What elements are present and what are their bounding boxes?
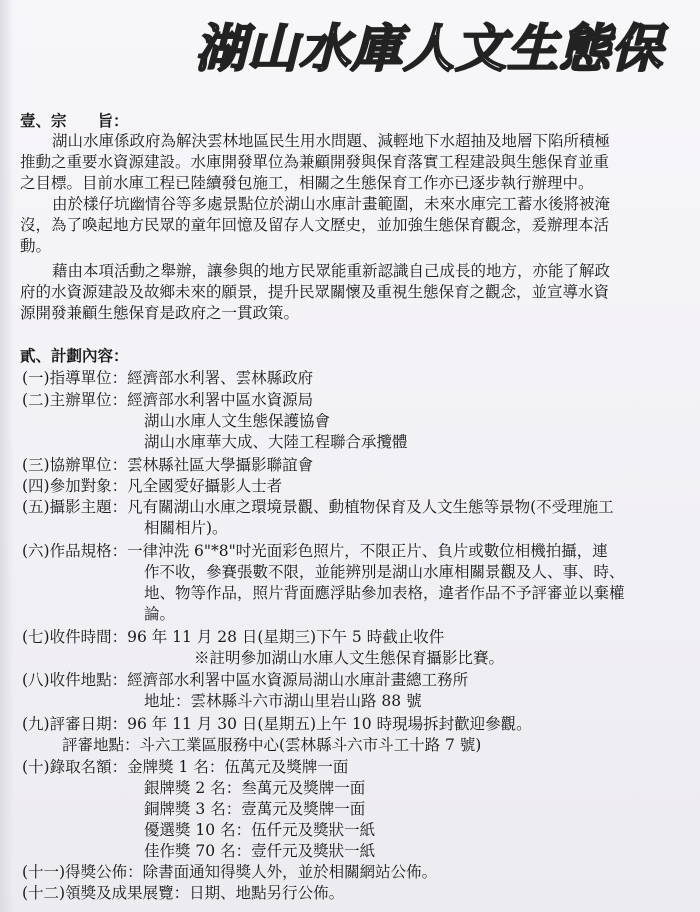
list-item — [22, 627, 690, 648]
item-value: 地、物等作品，照片背面應浮貼參加表格，違者作品不予評審並以棄權 — [144, 584, 625, 602]
item-value: 一律沖洗 6"*8"吋光面彩色照片，不限正片、負片或數位相機拍攝，連 — [127, 542, 608, 560]
item-value: ※註明參加湖山水庫人文生態保育攝影比賽。 — [194, 649, 505, 667]
item-label: (四)參加對象： — [22, 477, 128, 495]
item-value: 日期、地點另行公佈。 — [189, 884, 345, 902]
item-label: (十)錄取名額： — [22, 758, 128, 776]
list-item — [22, 455, 690, 476]
item-label: (八)收件地點： — [22, 671, 128, 689]
item-value: 銀牌獎 2 名：叁萬元及獎牌一面 — [144, 779, 366, 797]
item-value: 經濟部水利署、雲林縣政府 — [127, 369, 314, 387]
list-item — [22, 541, 690, 562]
item-value: 除書面通知得獎人外，並於相關網站公佈。 — [142, 863, 438, 881]
list-item — [22, 368, 690, 389]
item-value: 優選獎 10 名：伍仟元及獎狀一紙 — [144, 821, 376, 839]
item-label: (十二)領獎及成果展覽： — [22, 884, 190, 902]
item-value: 論。 — [144, 605, 176, 623]
section-1 — [14, 110, 690, 324]
section-2-heading: 貳、計劃內容： — [20, 346, 129, 365]
list-item — [22, 714, 690, 735]
item-value: 斗六工業區服務中心(雲林縣斗六市斗工十路 7 號) — [139, 736, 482, 754]
item-value: 凡全國愛好攝影人士者 — [127, 477, 283, 495]
section-1-p3-line1: 藉由本項活動之舉辦，讓參與的地方民眾能重新認識自己成長的地方，亦能了解政 — [52, 262, 611, 280]
section-2 — [14, 345, 690, 366]
section-1-p1-line2: 推動之重要水資源建設。水庫開發單位為兼顧開發與保育落實工程建設與生態保育並重 — [20, 153, 610, 171]
item-value: 96 年 11 月 30 日(星期五)上午 10 時現場拆封歡迎參觀。 — [127, 715, 532, 733]
section-1-p1-line1: 湖山水庫係政府為解決雲林地區民生用水問題、減輕地下水超抽及地層下陷所積極 — [52, 132, 611, 150]
section-1-heading: 壹、宗 旨： — [20, 111, 129, 130]
item-label: (六)作品規格： — [22, 542, 128, 560]
section-1-p3-line3: 源開發兼顧生態保育是政府之一貫政策。 — [20, 304, 300, 322]
list-item — [62, 735, 700, 756]
item-label: (五)攝影主題： — [22, 498, 128, 516]
item-value: 佳作獎 70 名：壹仟元及獎狀一紙 — [144, 842, 376, 860]
list-item — [22, 883, 690, 904]
item-value: 銅牌獎 3 名：壹萬元及獎牌一面 — [144, 800, 366, 818]
item-label: 評審地點： — [62, 736, 140, 754]
item-value: 凡有關湖山水庫之環境景觀、動植物保育及人文生態等景物(不受理施工 — [127, 498, 614, 516]
item-value: 經濟部水利署中區水資源局 — [127, 391, 314, 409]
section-1-p2-line3: 動。 — [20, 237, 52, 255]
item-value: 經濟部水利署中區水資源局湖山水庫計畫總工務所 — [127, 671, 469, 689]
section-1-p2-line1: 由於樣仔坑幽情谷等多處景點位於湖山水庫計畫範圍，未來水庫完工蓄水後將被淹 — [52, 195, 611, 213]
item-value: 96 年 11 月 28 日(星期三)下午 5 時截止收件 — [127, 628, 445, 646]
section-1-p3-line2: 府的水資源建設及故鄉未來的願景，提升民眾關懷及重視生態保育之觀念，並宣導水資 — [20, 283, 610, 301]
item-label: (七)收件時間： — [22, 628, 128, 646]
item-label: (三)協辦單位： — [22, 456, 128, 474]
list-item — [22, 670, 690, 691]
item-value: 相關相片)。 — [144, 519, 228, 537]
item-label: (九)評審日期： — [22, 715, 128, 733]
section-1-p2-line2: 沒，為了喚起地方民眾的童年回憶及留存人文歷史，並加強生態保育觀念，爰辦理本活 — [20, 216, 610, 234]
item-label: (一)指導單位： — [22, 369, 128, 387]
section-1-p1-line3: 之目標。目前水庫工程已陸續發包施工，相關之生態保育工作亦已逐步執行辦理中。 — [20, 174, 594, 192]
list-item — [22, 757, 690, 778]
item-label: (二)主辦單位： — [22, 391, 128, 409]
item-value: 作不收，參賽張數不限，並能辨別是湖山水庫相關景觀及人、事、時、 — [144, 563, 625, 581]
list-item — [22, 390, 690, 411]
item-value: 金牌獎 1 名：伍萬元及獎牌一面 — [127, 758, 349, 776]
list-item — [22, 476, 690, 497]
item-label: (十一)得獎公佈： — [22, 863, 143, 881]
item-value: 湖山水庫華大成、大陸工程聯合承攬體 — [144, 433, 408, 451]
item-value: 地址：雲林縣斗六市湖山里岩山路 88 號 — [144, 692, 422, 710]
list-item — [22, 497, 690, 518]
scan-edge-shadow — [0, 0, 14, 912]
document-title: 湖山水庫人文生態保 — [195, 20, 664, 79]
item-value: 雲林縣社區大學攝影聯誼會 — [127, 456, 314, 474]
item-value: 湖山水庫人文生態保護協會 — [144, 412, 331, 430]
list-item — [22, 862, 690, 883]
